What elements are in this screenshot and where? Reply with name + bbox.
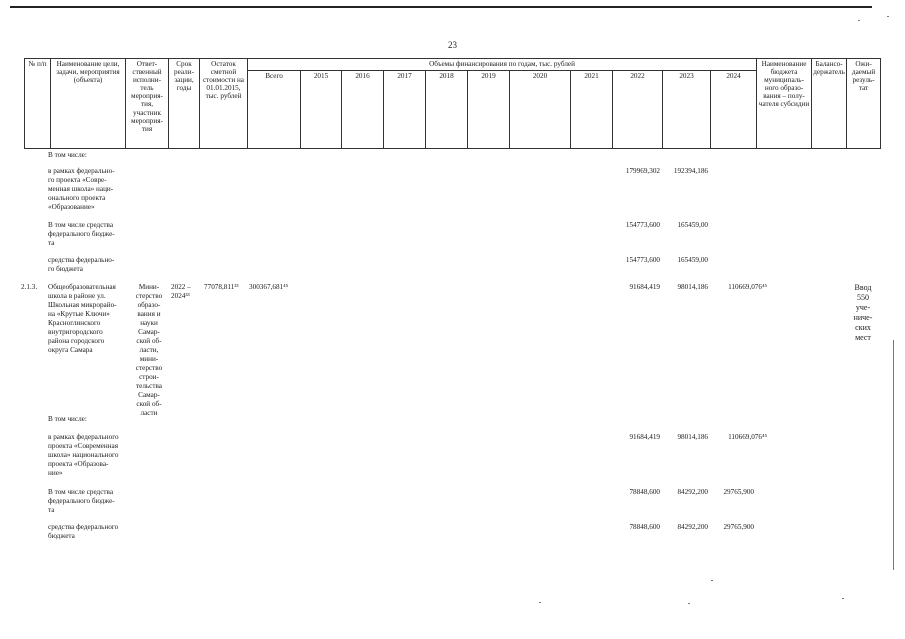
row-balance: 77078,811³³: [204, 283, 239, 291]
header-year: 2019: [468, 71, 510, 149]
header-year: 2017: [384, 71, 426, 149]
header-num: № п/п: [25, 59, 51, 149]
header-year: 2023: [663, 71, 711, 149]
cell-2022: 78848,600: [629, 488, 660, 496]
header-year: 2024: [711, 71, 757, 149]
cell-2024: 110669,076⁴⁵: [728, 283, 767, 291]
header-financing: Объемы финансирования по годам, тыс. рублей: [248, 59, 757, 71]
row-label: В том числе средства федерального бюдже- та: [48, 488, 115, 514]
cell-2022: 154773,600: [625, 221, 660, 229]
row-label: в рамках федерально- го проекта «Совре- менная школа» наци- онального проекта «Образование»: [48, 167, 115, 211]
header-year: 2022: [613, 71, 663, 149]
header-term: Срок реали-зации, годы: [169, 59, 200, 149]
cell-2024: 110669,076⁴⁵: [728, 433, 767, 441]
row-label: В том числе:: [48, 415, 87, 423]
header-responsible: Ответ-ственный исполни-тель мероприя-тия, участник мероприя-тия: [126, 59, 169, 149]
cell-2023: 165459,00: [677, 256, 708, 264]
page-number: 23: [448, 40, 457, 50]
header-balance: Остаток сметной стоимости на 01.01.2015, тыс. рублей: [200, 59, 248, 149]
scan-speck: [539, 602, 541, 603]
scan-speck: [711, 580, 713, 581]
scan-speck: [688, 603, 690, 604]
cell-2024: 29765,900: [723, 523, 754, 531]
header-total: Всего: [248, 71, 301, 149]
row-label: средства федерально- го бюджета: [48, 256, 115, 273]
cell-2022: 154773,600: [625, 256, 660, 264]
row-number: 2.1.3.: [21, 283, 38, 291]
cell-2023: 98014,186: [677, 283, 708, 291]
scan-speck: [842, 598, 844, 599]
cell-2022: 91684,419: [629, 433, 660, 441]
row-total: 300367,681⁴⁵: [249, 283, 289, 291]
header-year: 2020: [510, 71, 571, 149]
row-expected-result: Ввод 550 уче- ниче- ских мест: [853, 283, 873, 342]
header-year: 2015: [301, 71, 342, 149]
cell-2023: 165459,00: [677, 221, 708, 229]
cell-2023: 84292,200: [677, 488, 708, 496]
cell-2022: 91684,419: [629, 283, 660, 291]
scan-margin-line: [893, 340, 894, 570]
header-year: 2021: [571, 71, 613, 149]
cell-2024: 29765,900: [723, 488, 754, 496]
scan-speck: [858, 20, 860, 21]
row-label: В том числе средства федерального бюдже- та: [48, 221, 115, 247]
row-label: Общеобразовательная школа в районе ул. Школьная микрорайо- на «Крутые Ключи» Красноглинского внутригородского района городского округа Самара: [48, 283, 117, 354]
cell-2022: 78848,600: [629, 523, 660, 531]
header-holder: Балансо-держатель: [812, 59, 847, 149]
scan-speck: [887, 16, 889, 17]
cell-2023: 98014,186: [677, 433, 708, 441]
cell-2023: 192394,186: [673, 167, 708, 175]
header-expected: Ожи-даемый резуль-тат: [847, 59, 881, 149]
row-label: В том числе:: [48, 151, 87, 159]
header-budget-recipient: Наименование бюджета муниципаль-ного образо-вания – полу-чателя субсидии: [757, 59, 812, 149]
header-goal: Наименование цели, задачи, мероприятия (объекта): [51, 59, 126, 149]
row-term: 2022 – 2024³³: [171, 283, 191, 300]
row-label: средства федерального бюджета: [48, 523, 119, 540]
header-year: 2016: [342, 71, 384, 149]
row-responsible: Мини- стерство образо- вания и науки Самар- ской об- ласти, мини- стерство строи- тельства Самар- ской об- ласти: [135, 283, 163, 417]
header-year: 2018: [426, 71, 468, 149]
cell-2023: 84292,200: [677, 523, 708, 531]
cell-2022: 179969,302: [625, 167, 660, 175]
row-label: в рамках федерального проекта «Современная школа» национального проекта «Образова- ние»: [48, 433, 119, 477]
